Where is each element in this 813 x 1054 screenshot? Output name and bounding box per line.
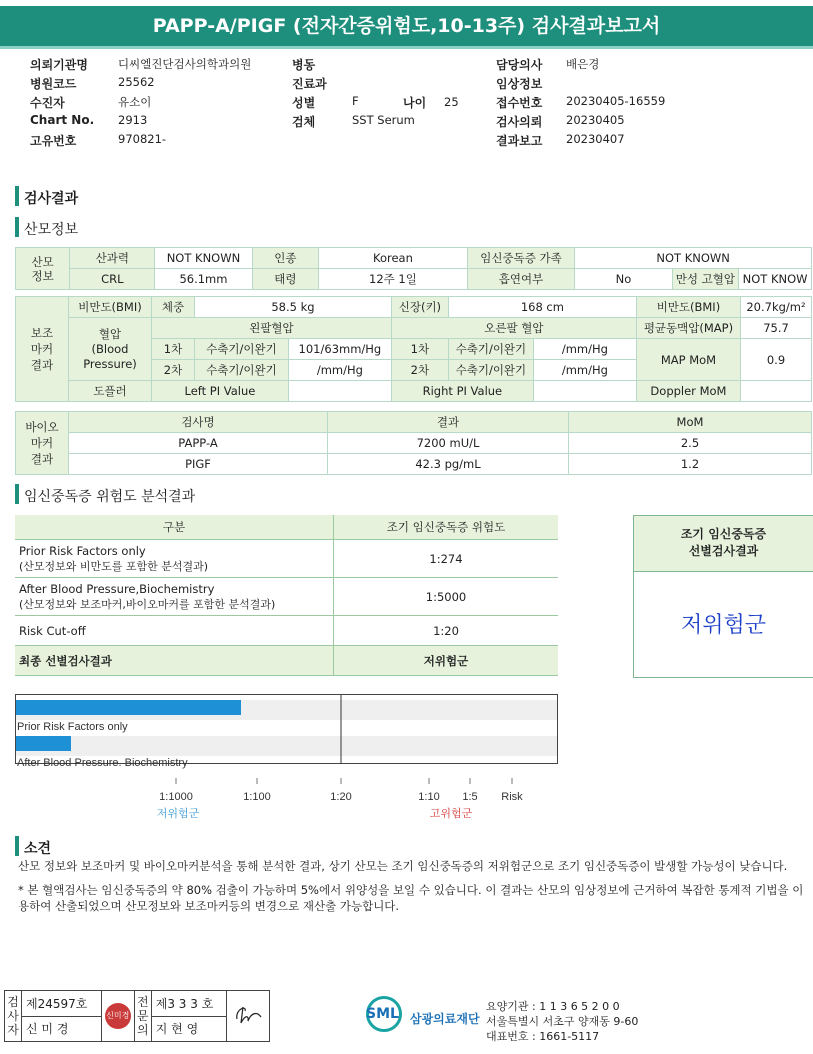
info-label: 담당의사 (496, 58, 543, 72)
info-label: 수진자 (30, 96, 65, 110)
risk-bar (16, 736, 71, 751)
risk-bar (16, 700, 241, 715)
cell: 수축기/이완기 (195, 339, 289, 360)
info-value: 20230405 (566, 113, 625, 127)
info-row (30, 132, 290, 151)
cell: 1차 (152, 339, 195, 360)
bio-side: 바이오 마커 결과 (16, 412, 69, 475)
org-name: 삼광의료재단 (410, 1012, 480, 1026)
info-col-3 (496, 56, 796, 151)
risk-header: 조기 임신중독증 위험도 (334, 515, 559, 540)
info-label: 검체 (292, 115, 316, 129)
section-bar (15, 836, 19, 856)
info-value: 25562 (118, 75, 155, 89)
cell: 비만도(BMI) (69, 297, 152, 318)
info-value: F (352, 94, 359, 108)
cell: 신장(키) (391, 297, 448, 318)
risk-row-label (15, 540, 334, 578)
info-row (292, 56, 482, 75)
cell: 20.7kg/m² (741, 297, 812, 318)
x-tick-label: 1:1000 (159, 791, 193, 803)
x-tick-label: 1:5 (462, 791, 478, 803)
cell: Right PI Value (391, 381, 533, 402)
info-label: 결과보고 (496, 134, 543, 148)
cell: 2.5 (569, 433, 812, 454)
specialist-number: 제3 3 3 호 (151, 991, 226, 1017)
x-tick-label: 1:20 (330, 791, 352, 803)
marker-table (15, 296, 812, 402)
cell: Left PI Value (152, 381, 289, 402)
risk-row-name: Risk Cut-off (15, 616, 334, 646)
info-row (496, 113, 796, 132)
cell (288, 381, 391, 402)
risk-row-name: After Blood Pressure,Biochemistry (19, 581, 215, 596)
screening-box-value: 저위험군 (680, 613, 766, 638)
section-bar (15, 186, 19, 206)
high-risk-label: 고위험군 (429, 808, 473, 820)
info-row (30, 113, 290, 132)
section-opinion: 소견 (24, 841, 52, 857)
handwritten-signature (231, 1001, 265, 1027)
tester-label (5, 991, 22, 1042)
cell: PIGF (69, 454, 328, 475)
section-result: 검사결과 (24, 191, 79, 207)
risk-row-value: 1:5000 (334, 578, 559, 616)
cell (533, 381, 636, 402)
info-row (496, 94, 796, 113)
cell: 도플러 (69, 381, 152, 402)
addr-phone: 대표번호 : 1661-5117 (486, 1030, 600, 1043)
info-row (496, 132, 796, 151)
biomarker-table (15, 411, 812, 475)
marker-side: 보조 마커 결과 (16, 297, 69, 402)
section-risk: 임신중독증 위험도 분석결과 (24, 489, 196, 505)
section-bar (15, 217, 19, 237)
specialist-name: 지 현 영 (151, 1016, 226, 1042)
cell: 임신중독증 가족 (467, 248, 575, 269)
tester-number: 제24597호 (22, 991, 102, 1017)
specialist-label (134, 991, 151, 1042)
info-label: 접수번호 (496, 96, 543, 110)
info-label: Chart No. (30, 113, 95, 127)
cell: /mm/Hg (288, 360, 391, 381)
cell (741, 381, 812, 402)
cell: 1.2 (569, 454, 812, 475)
cell: 왼팔혈압 (152, 318, 392, 339)
cell: 1차 (391, 339, 448, 360)
cell: /mm/Hg (533, 360, 636, 381)
addr-location: 서울특별시 서초구 양재동 9-60 (486, 1015, 639, 1028)
cell: 42.3 pg/mL (328, 454, 569, 475)
info-row (30, 56, 290, 75)
cell: 인종 (252, 248, 319, 269)
info-value: 2913 (118, 113, 148, 127)
cell: 체중 (152, 297, 195, 318)
info-row (292, 75, 482, 94)
seal-cell (101, 991, 134, 1042)
info-label: 검사의뢰 (496, 115, 543, 129)
cell: 오른팔 혈압 (391, 318, 636, 339)
cell: 168 cm (448, 297, 636, 318)
info-row (496, 75, 796, 94)
cell: MoM (569, 412, 812, 433)
cell: 12주 1일 (319, 269, 468, 290)
signature (227, 991, 270, 1042)
cell: 58.5 kg (195, 297, 392, 318)
info-label: 고유번호 (30, 134, 77, 148)
info-col-2 (292, 56, 482, 132)
age-value: 25 (444, 95, 459, 109)
risk-row-name: Prior Risk Factors only (19, 543, 146, 558)
risk-row-value: 1:274 (334, 540, 559, 578)
info-label: 병원코드 (30, 77, 77, 91)
logo-text: SML (366, 1006, 399, 1022)
opinion-text: 산모 정보와 보조마커 및 바이오마커분석을 통해 분석한 결과, 상기 산모는 조기 임신중독증의 저위험군으로 조기 임신중독증이 발생할 가능성이 낮습니다. (18, 859, 788, 873)
cell: 비만도(BMI) (636, 297, 740, 318)
disclaimer-text: * 본 혈액검사는 임신중독증의 약 80% 검출이 가능하며 5%에서 위양성을 보일 수 있습니다. 이 결과는 산모의 임상정보에 근거하여 복잡한 통계적 기법을 이용하여 산출되었으며 산모정보와 보조마커등의 변경으로 재산출 가능합니다. (18, 883, 804, 913)
info-label: 임상정보 (496, 77, 543, 91)
risk-row-label (15, 578, 334, 616)
cell: 결과 (328, 412, 569, 433)
screening-box-title: 조기 임신중독증 선별검사결과 (634, 516, 813, 572)
cell: NOT KNOW (739, 269, 812, 290)
cell: 태령 (252, 269, 319, 290)
cell: CRL (70, 269, 155, 290)
cell: Korean (319, 248, 468, 269)
cell: 만성 고혈압 (672, 269, 739, 290)
cell: /mm/Hg (533, 339, 636, 360)
info-value: 20230405-16559 (566, 94, 666, 108)
age-label: 나이 (403, 96, 427, 110)
final-value: 저위험군 (334, 646, 559, 676)
info-label: 의뢰기관명 (30, 58, 88, 72)
final-label: 최종 선별검사결과 (15, 646, 334, 676)
cell: PAPP-A (69, 433, 328, 454)
info-label: 병동 (292, 58, 316, 72)
maternal-table (15, 247, 812, 290)
cell: 56.1mm (155, 269, 252, 290)
cell: 수축기/이완기 (448, 360, 533, 381)
bar-label: After Blood Pressure. Biochemistry (17, 757, 188, 769)
tester-name: 신 미 경 (22, 1016, 102, 1042)
risk-table (15, 515, 558, 676)
cell: 흡연여부 (467, 269, 575, 290)
info-value: SST Serum (352, 113, 415, 127)
screening-result-box (633, 515, 813, 678)
chart-row-bg (16, 736, 557, 756)
cell: 수축기/이완기 (195, 360, 289, 381)
risk-row-sub: (산모정보와 보조마커,바이오마커를 포함한 분석결과) (19, 597, 276, 611)
risk-header: 구분 (15, 515, 334, 540)
low-risk-label: 저위험군 (156, 808, 200, 820)
info-row (496, 56, 796, 75)
signature-table (4, 990, 270, 1042)
cell: Doppler MoM (636, 381, 740, 402)
info-label: 진료과 (292, 77, 327, 91)
cell: 산과력 (70, 248, 155, 269)
info-label: 성별 (292, 96, 316, 110)
risk-chart (15, 694, 560, 824)
vertical-label: 전 문 의 (136, 995, 149, 1037)
title-underline (0, 46, 813, 49)
risk-row-value: 1:20 (334, 616, 559, 646)
info-value: 20230407 (566, 132, 625, 146)
vertical-label: 검 사 자 (7, 995, 19, 1037)
cell: 101/63mm/Hg (288, 339, 391, 360)
section-maternal: 산모정보 (24, 222, 79, 238)
cell: 수축기/이완기 (448, 339, 533, 360)
cell: NOT KNOWN (575, 248, 812, 269)
section-bar (15, 484, 19, 504)
report-title: PAPP-A/PIGF (전자간증위험도,10-13주) 검사결과보고서 (0, 6, 813, 46)
x-tick-label: 1:10 (418, 791, 440, 803)
info-row (30, 75, 290, 94)
cell: 2차 (391, 360, 448, 381)
cell: 검사명 (69, 412, 328, 433)
info-row (30, 94, 290, 113)
cell: 75.7 (741, 318, 812, 339)
maternal-side: 산모 정보 (16, 248, 70, 290)
info-row (292, 113, 482, 132)
x-tick-label: Risk (501, 791, 523, 803)
cell: 평균동맥압(MAP) (636, 318, 740, 339)
cell: NOT KNOWN (155, 248, 252, 269)
cell: 2차 (152, 360, 195, 381)
seal-stamp: 신미경 (105, 1003, 131, 1029)
bar-label: Prior Risk Factors only (17, 721, 128, 733)
cell: 7200 mU/L (328, 433, 569, 454)
info-value: 디씨엘진단검사의학과의원 (118, 57, 252, 71)
risk-row-sub: (산모정보와 비만도를 포함한 분석결과) (19, 559, 209, 573)
info-value: 배은경 (566, 57, 600, 71)
cell: 혈압 (Blood Pressure) (69, 318, 152, 381)
x-tick-label: 1:100 (243, 791, 271, 803)
info-value: 유소이 (118, 95, 152, 109)
addr-code: 요양기관 : 1 1 3 6 5 2 0 0 (486, 1000, 620, 1013)
cell: No (575, 269, 672, 290)
info-col-1 (30, 56, 290, 151)
info-value: 970821- (118, 132, 167, 146)
cell: 0.9 (741, 339, 812, 381)
cell: MAP MoM (636, 339, 740, 381)
